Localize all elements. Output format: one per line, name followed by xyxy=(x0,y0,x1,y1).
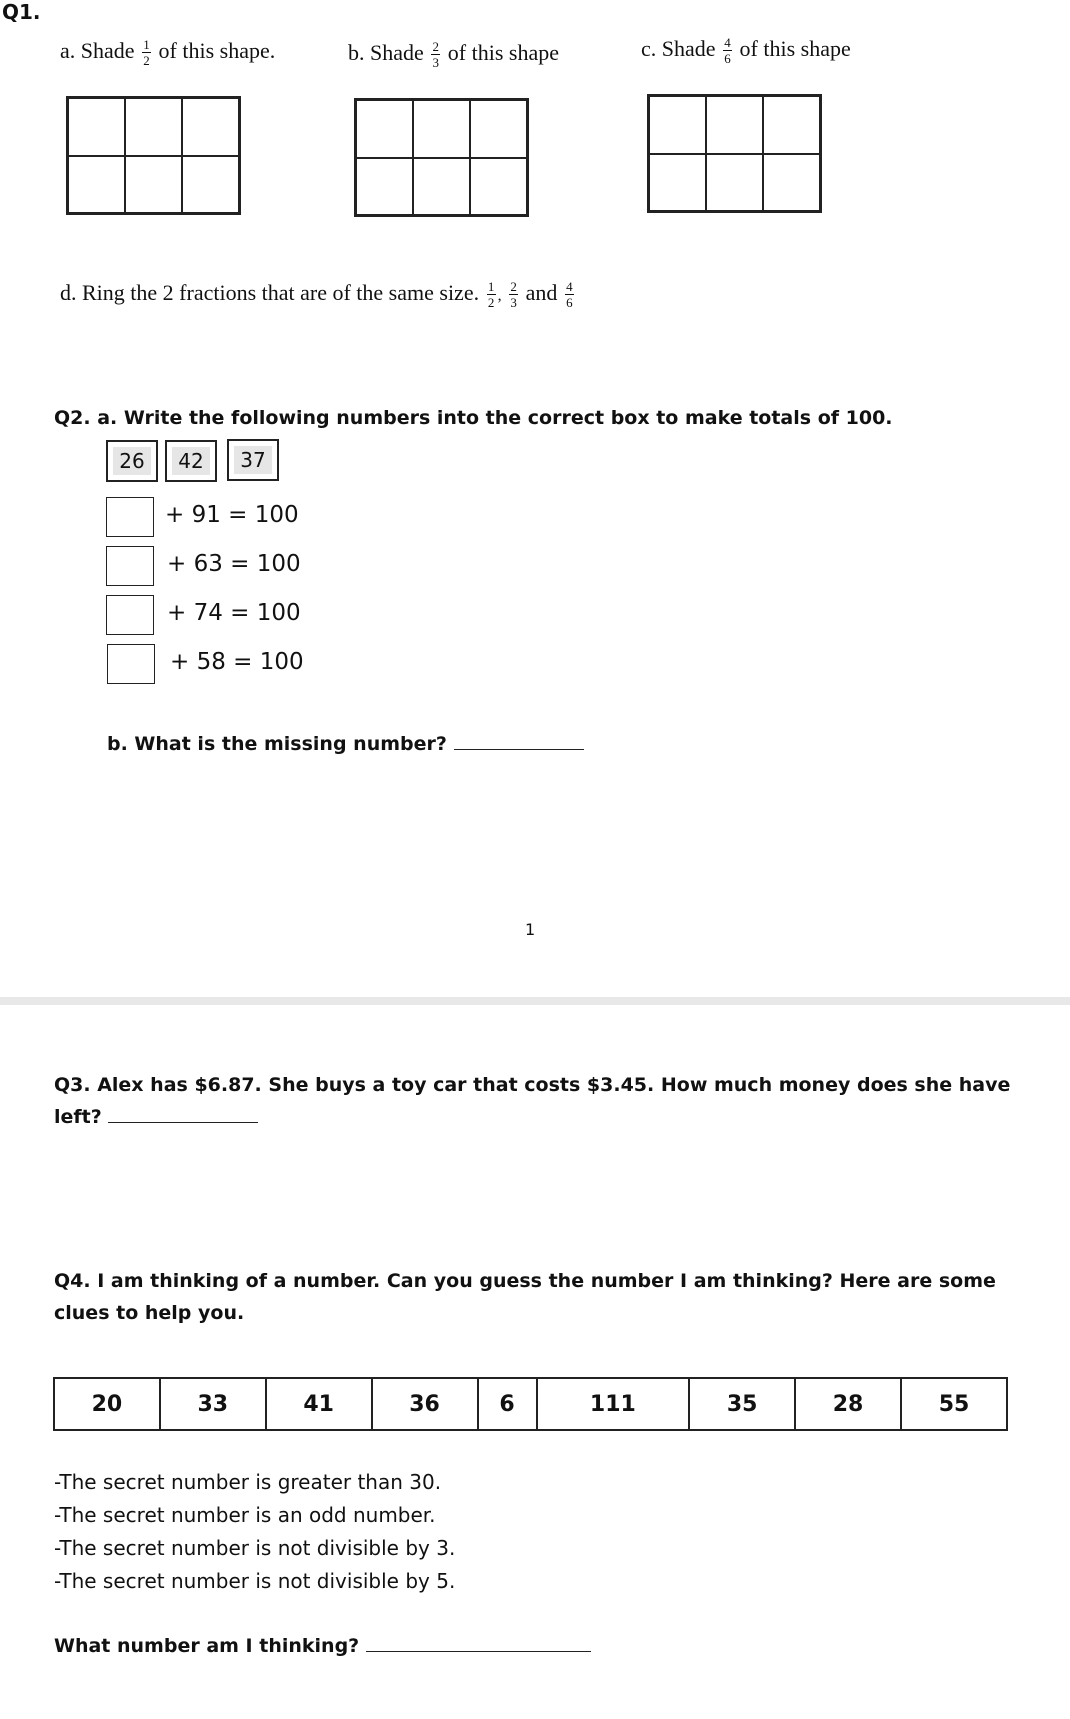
answer-blank[interactable] xyxy=(108,1122,258,1123)
shape-cell[interactable] xyxy=(649,154,706,212)
number-tile[interactable]: 37 xyxy=(227,439,279,481)
q1b-instruction: b. Shade $\frac{2}{3}$ of this shape xyxy=(348,39,559,71)
shape-cell[interactable] xyxy=(763,96,820,154)
shape-cell[interactable] xyxy=(356,100,413,158)
q1-label: Q1. xyxy=(2,0,41,24)
shape-cell[interactable] xyxy=(413,158,470,216)
q1d-instruction: d. Ring the 2 fractions that are of the same size. $\frac{1}{2}$ , $\frac{2}{3}$ and $\frac{4}{6}$ xyxy=(60,279,573,311)
answer-box[interactable] xyxy=(107,644,155,684)
fraction-option[interactable]: $\frac{4}{6}$ xyxy=(566,279,573,311)
equation: + 63 = 100 xyxy=(167,551,301,577)
clue: -The secret number is not divisible by 5. xyxy=(54,1569,456,1593)
shape-b-grid[interactable] xyxy=(354,98,529,217)
shape-cell[interactable] xyxy=(356,158,413,216)
number-tile[interactable]: 26 xyxy=(106,440,158,482)
answer-box[interactable] xyxy=(106,546,154,586)
q3-question-line1: Q3. Alex has $6.87. She buys a toy car that costs $3.45. How much money does she have xyxy=(54,1074,1011,1096)
answer-blank[interactable] xyxy=(454,749,584,750)
number-cell[interactable]: 28 xyxy=(795,1378,901,1430)
shape-cell[interactable] xyxy=(182,156,239,214)
shape-cell[interactable] xyxy=(182,98,239,156)
answer-box[interactable] xyxy=(106,497,154,537)
q4-question-line1: Q4. I am thinking of a number. Can you guess the number I am thinking? Here are some xyxy=(54,1270,996,1292)
number-cell[interactable]: 111 xyxy=(537,1378,690,1430)
equation: + 74 = 100 xyxy=(167,600,301,626)
shape-cell[interactable] xyxy=(125,98,182,156)
number-table xyxy=(53,1377,1008,1431)
q4-question-line2: clues to help you. xyxy=(54,1302,245,1324)
number-cell[interactable]: 33 xyxy=(160,1378,266,1430)
number-cell[interactable]: 20 xyxy=(54,1378,160,1430)
number-cell[interactable]: 55 xyxy=(901,1378,1007,1430)
q2b-question: b. What is the missing number? xyxy=(107,733,584,755)
shape-cell[interactable] xyxy=(413,100,470,158)
answer-box[interactable] xyxy=(106,595,154,635)
number-tile[interactable]: 42 xyxy=(165,440,217,482)
q1a-instruction: a. Shade $\frac{1}{2}$ of this shape. xyxy=(60,37,276,69)
number-cell[interactable]: 36 xyxy=(372,1378,478,1430)
q2-heading: Q2. a. Write the following numbers into the correct box to make totals of 100. xyxy=(54,407,893,429)
equation: + 58 = 100 xyxy=(170,649,304,675)
page-number: 1 xyxy=(525,920,536,939)
fraction-option[interactable]: $\frac{1}{2}$ xyxy=(487,279,495,311)
shape-cell[interactable] xyxy=(68,98,125,156)
shape-cell[interactable] xyxy=(125,156,182,214)
shape-a-grid[interactable] xyxy=(66,96,241,215)
q3-question-line2: left? xyxy=(54,1106,258,1128)
clue: -The secret number is not divisible by 3. xyxy=(54,1536,456,1560)
shape-cell[interactable] xyxy=(470,158,527,216)
clue: -The secret number is greater than 30. xyxy=(54,1470,442,1494)
number-cell[interactable]: 6 xyxy=(478,1378,537,1430)
fraction-option[interactable]: $\frac{2}{3}$ xyxy=(510,279,517,311)
shape-cell[interactable] xyxy=(763,154,820,212)
shape-c-grid[interactable] xyxy=(647,94,822,213)
answer-blank[interactable] xyxy=(366,1651,591,1652)
q4-final-question: What number am I thinking? xyxy=(54,1635,591,1657)
clue: -The secret number is an odd number. xyxy=(54,1503,436,1527)
number-cell[interactable]: 35 xyxy=(689,1378,795,1430)
equation: + 91 = 100 xyxy=(165,502,299,528)
number-cell[interactable]: 41 xyxy=(266,1378,372,1430)
q1c-instruction: c. Shade $\frac{4}{6}$ of this shape xyxy=(641,35,851,67)
shape-cell[interactable] xyxy=(706,96,763,154)
shape-cell[interactable] xyxy=(649,96,706,154)
shape-cell[interactable] xyxy=(706,154,763,212)
shape-cell[interactable] xyxy=(68,156,125,214)
shape-cell[interactable] xyxy=(470,100,527,158)
page-divider xyxy=(0,997,1070,1005)
